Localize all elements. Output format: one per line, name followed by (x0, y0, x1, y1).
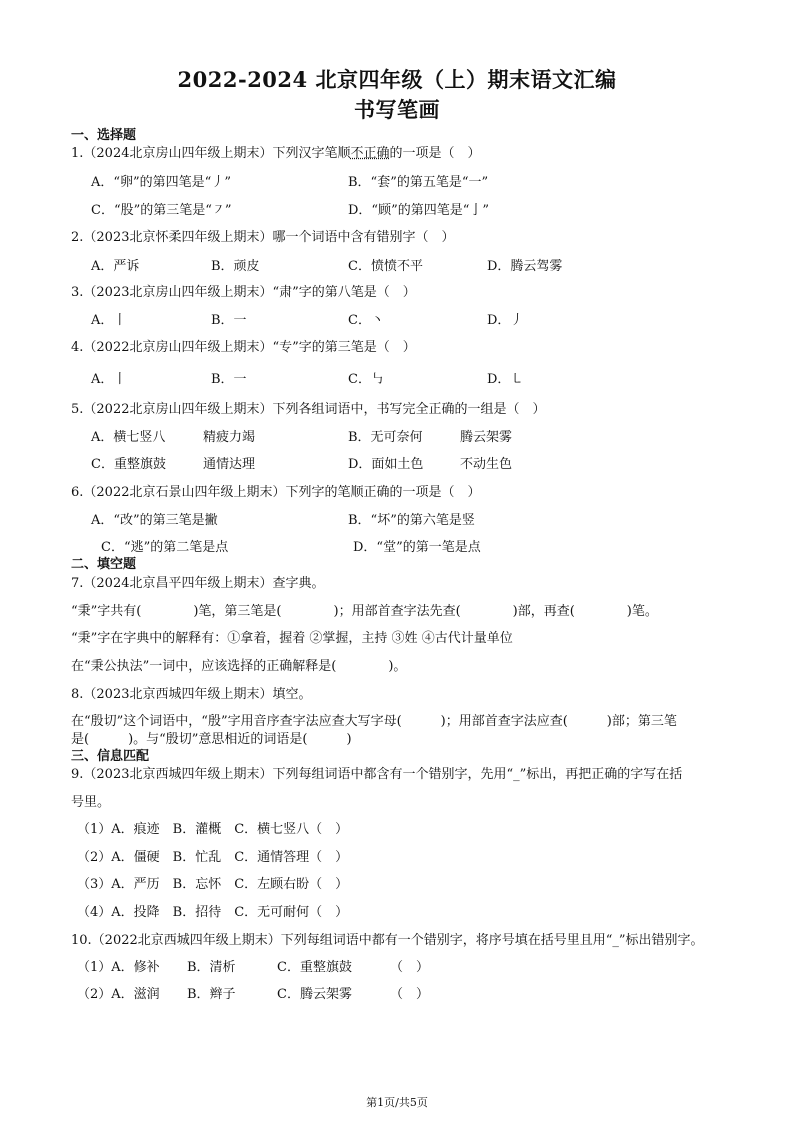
question-10-row-1-c: C．重整旗鼓 (277, 960, 352, 975)
question-10-row-1-b: B．清析 (187, 960, 236, 975)
question-6-option-a: A．“改”的第三笔是撇 (91, 513, 218, 528)
question-1-option-a: A．“卵”的第四笔是“丿” (91, 175, 231, 190)
section-heading-choice: 一、选择题 (71, 128, 137, 143)
question-10-row-1-a: （1）A．修补 (77, 960, 160, 975)
question-1-stem (71, 142, 481, 161)
question-5-option-d-word1: D．面如土色 (348, 457, 424, 472)
question-3-option-b: B．一 (211, 313, 247, 328)
question-3-option-d: D．丿 (487, 313, 524, 328)
question-4-option-d: D．㇄ (487, 372, 524, 387)
question-10-row-2-answer: （ ） (390, 987, 430, 1002)
question-5-option-d-word2: 不动生色 (460, 457, 513, 472)
question-2-option-c: C．愤愤不平 (348, 259, 423, 274)
question-7-line-2: “秉”字在字典中的解释有：①拿着，握着 ②掌握，主持 ③姓 ④古代计量单位 (71, 631, 513, 646)
question-7-line-1: “秉”字共有( )笔，第三笔是( )；用部首查字法先查( )部，再查( )笔。 (71, 604, 658, 619)
question-1-option-c: C．“股”的第三笔是“㇇” (91, 203, 232, 218)
section-heading-fill: 二、填空题 (71, 557, 137, 572)
question-5-option-c-word1: C．重整旗鼓 (91, 457, 166, 472)
question-10-row-2-b: B．辫子 (187, 987, 236, 1002)
question-8-stem: 8.（2023北京西城四年级上期末）填空。 (71, 687, 312, 702)
section-heading-match: 三、信息匹配 (71, 749, 150, 764)
question-6-stem: 6.（2022北京石景山四年级上期末）下列字的笔顺正确的一项是（ ） (71, 485, 481, 500)
question-3-stem: 3.（2023北京房山四年级上期末）“肃”字的第八笔是（ ） (71, 285, 416, 300)
question-1-option-b: B．“套”的第五笔是“一” (348, 175, 489, 190)
question-5-option-c-word2: 通情达理 (203, 457, 256, 472)
question-10-row-2-a: （2）A．滋润 (77, 987, 160, 1002)
question-4-stem: 4.（2022北京房山四年级上期末）“专”字的第三笔是（ ） (71, 340, 416, 355)
question-7-line-3: 在“秉公执法”一词中，应该选择的正确解释是( )。 (71, 659, 407, 674)
question-3-option-a: A．丨 (91, 313, 127, 328)
question-2-option-a: A．严诉 (91, 259, 140, 274)
question-4-option-c: C．㇉ (348, 372, 384, 387)
question-3-option-c: C．丶 (348, 313, 384, 328)
question-1-stem-part1: 1.（2024北京房山四年级上期末）下列汉字笔顺 (71, 146, 351, 161)
question-6-option-c: C．“逃”的第二笔是点 (101, 540, 229, 555)
question-1-option-d: D．“顾”的第四笔是“亅” (348, 203, 490, 218)
question-9-row-4: （4）A．投降 B．招待 C．无可耐何（ ） (77, 905, 349, 920)
question-5-option-a-word2: 精疲力竭 (203, 430, 256, 445)
question-2-option-b: B．顽皮 (211, 259, 260, 274)
question-9-stem-line-2: 号里。 (71, 795, 111, 810)
question-1-stem-emphasis: 不正确 (350, 146, 390, 161)
question-5-option-b-word2: 腾云架雾 (460, 430, 513, 445)
question-5-stem: 5.（2022北京房山四年级上期末）下列各组词语中，书写完全正确的一组是（ ） (71, 402, 546, 417)
question-10-row-2-c: C．腾云架雾 (277, 987, 352, 1002)
question-9-row-2: （2）A．僵硬 B．忙乱 C．通情答理（ ） (77, 850, 349, 865)
page-footer: 第1页/共5页 (366, 1096, 428, 1109)
question-9-stem-line-1: 9.（2023北京西城四年级上期末）下列每组词语中都含有一个错别字，先用“_”标出，再把正确的字写在括 (71, 767, 683, 782)
page-title: 2022-2024 北京四年级（上）期末语文汇编 (177, 67, 617, 92)
question-2-option-d: D．腾云驾雾 (487, 259, 563, 274)
question-9-row-3: （3）A．严历 B．忘怀 C．左顾右盼（ ） (77, 877, 349, 892)
question-4-option-a: A．丨 (91, 372, 127, 387)
question-1-stem-part2: 的一项是（ ） (389, 146, 481, 161)
question-7-stem: 7.（2024北京昌平四年级上期末）查字典。 (71, 576, 325, 591)
question-4-option-b: B．一 (211, 372, 247, 387)
question-6-option-d: D．“堂”的第一笔是点 (353, 540, 481, 555)
question-10-stem: 10.（2022北京西城四年级上期末）下列每组词语中都有一个错别字，将序号填在括号里且用“_”标出错别字。 (71, 933, 704, 948)
question-6-option-b: B．“坏”的第六笔是竖 (348, 513, 475, 528)
question-2-stem: 2.（2023北京怀柔四年级上期末）哪一个词语中含有错别字（ ） (71, 230, 455, 245)
page-subtitle: 书写笔画 (354, 97, 440, 122)
question-5-option-b-word1: B．无可奈何 (348, 430, 423, 445)
question-10-row-1-answer: （ ） (390, 960, 430, 975)
question-8-line-2: 是( )。与“殷切”意思相近的词语是( ) (71, 732, 352, 747)
question-8-line-1: 在“殷切”这个词语中，“殷”字用音序查字法应查大写字母( )；用部首查字法应查( )部；第三笔 (71, 714, 677, 729)
question-9-row-1: （1）A．痕迹 B．灌概 C．横七竖八（ ） (77, 822, 349, 837)
question-5-option-a-word1: A．横七竖八 (91, 430, 166, 445)
